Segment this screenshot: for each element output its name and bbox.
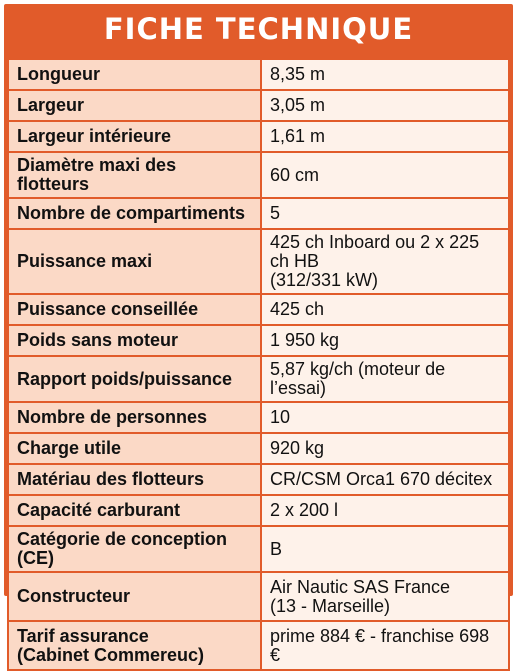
spec-label-line: Tarif assurance — [17, 625, 149, 646]
spec-value: 1,61 m — [261, 121, 509, 152]
spec-value: 10 — [261, 402, 509, 433]
spec-value: CR/CSM Orca1 670 décitex — [261, 464, 509, 495]
spec-label — [8, 621, 261, 670]
spec-label: Catégorie de conception (CE) — [8, 526, 261, 572]
spec-value: B — [261, 526, 509, 572]
spec-label: Puissance maxi — [8, 229, 261, 294]
table-row — [8, 464, 509, 495]
table-row — [8, 229, 509, 294]
spec-label: Poids sans moteur — [8, 325, 261, 356]
table-row — [8, 526, 509, 572]
table-row — [8, 294, 509, 325]
spec-value: 425 ch — [261, 294, 509, 325]
spec-value-line: (312/331 kW) — [270, 270, 379, 290]
spec-value-line: Air Nautic SAS France — [270, 576, 451, 597]
table-row — [8, 495, 509, 526]
spec-value: 3,05 m — [261, 90, 509, 121]
spec-value: 5,87 kg/ch (moteur de l’essai) — [261, 356, 509, 402]
spec-label: Capacité carburant — [8, 495, 261, 526]
spec-label: Nombre de compartiments — [8, 198, 261, 229]
spec-label: Puissance conseillée — [8, 294, 261, 325]
spec-label: Matériau des flotteurs — [8, 464, 261, 495]
table-row — [8, 402, 509, 433]
spec-label: Charge utile — [8, 433, 261, 464]
spec-table — [7, 58, 510, 671]
spec-value — [261, 572, 509, 621]
table-row — [8, 90, 509, 121]
spec-value: 60 cm — [261, 152, 509, 198]
table-row — [8, 121, 509, 152]
spec-sheet — [4, 4, 513, 665]
table-row — [8, 621, 509, 670]
table-row — [8, 325, 509, 356]
spec-value — [261, 229, 509, 294]
sheet-title: FICHE TECHNIQUE — [103, 12, 414, 46]
table-row — [8, 356, 509, 402]
spec-value-line: (13 - Marseille) — [270, 595, 391, 616]
spec-value: 1 950 kg — [261, 325, 509, 356]
spec-label: Nombre de personnes — [8, 402, 261, 433]
spec-value: 5 — [261, 198, 509, 229]
spec-label-line: (Cabinet Commereuc) — [17, 644, 205, 665]
spec-value-line: 425 ch Inboard ou 2 x 225 ch HB — [270, 232, 480, 271]
spec-label: Rapport poids/puissance — [8, 356, 261, 402]
spec-value: 2 x 200 l — [261, 495, 509, 526]
table-row — [8, 59, 509, 90]
spec-label: Largeur — [8, 90, 261, 121]
spec-label: Largeur intérieure — [8, 121, 261, 152]
spec-value: prime 884 € - franchise 698 € — [261, 621, 509, 670]
spec-value: 920 kg — [261, 433, 509, 464]
table-row — [8, 152, 509, 198]
spec-label: Constructeur — [8, 572, 261, 621]
table-row — [8, 198, 509, 229]
spec-label: Diamètre maxi des flotteurs — [8, 152, 261, 198]
spec-label: Longueur — [8, 59, 261, 90]
table-row — [8, 433, 509, 464]
spec-value: 8,35 m — [261, 59, 509, 90]
table-row — [8, 572, 509, 621]
